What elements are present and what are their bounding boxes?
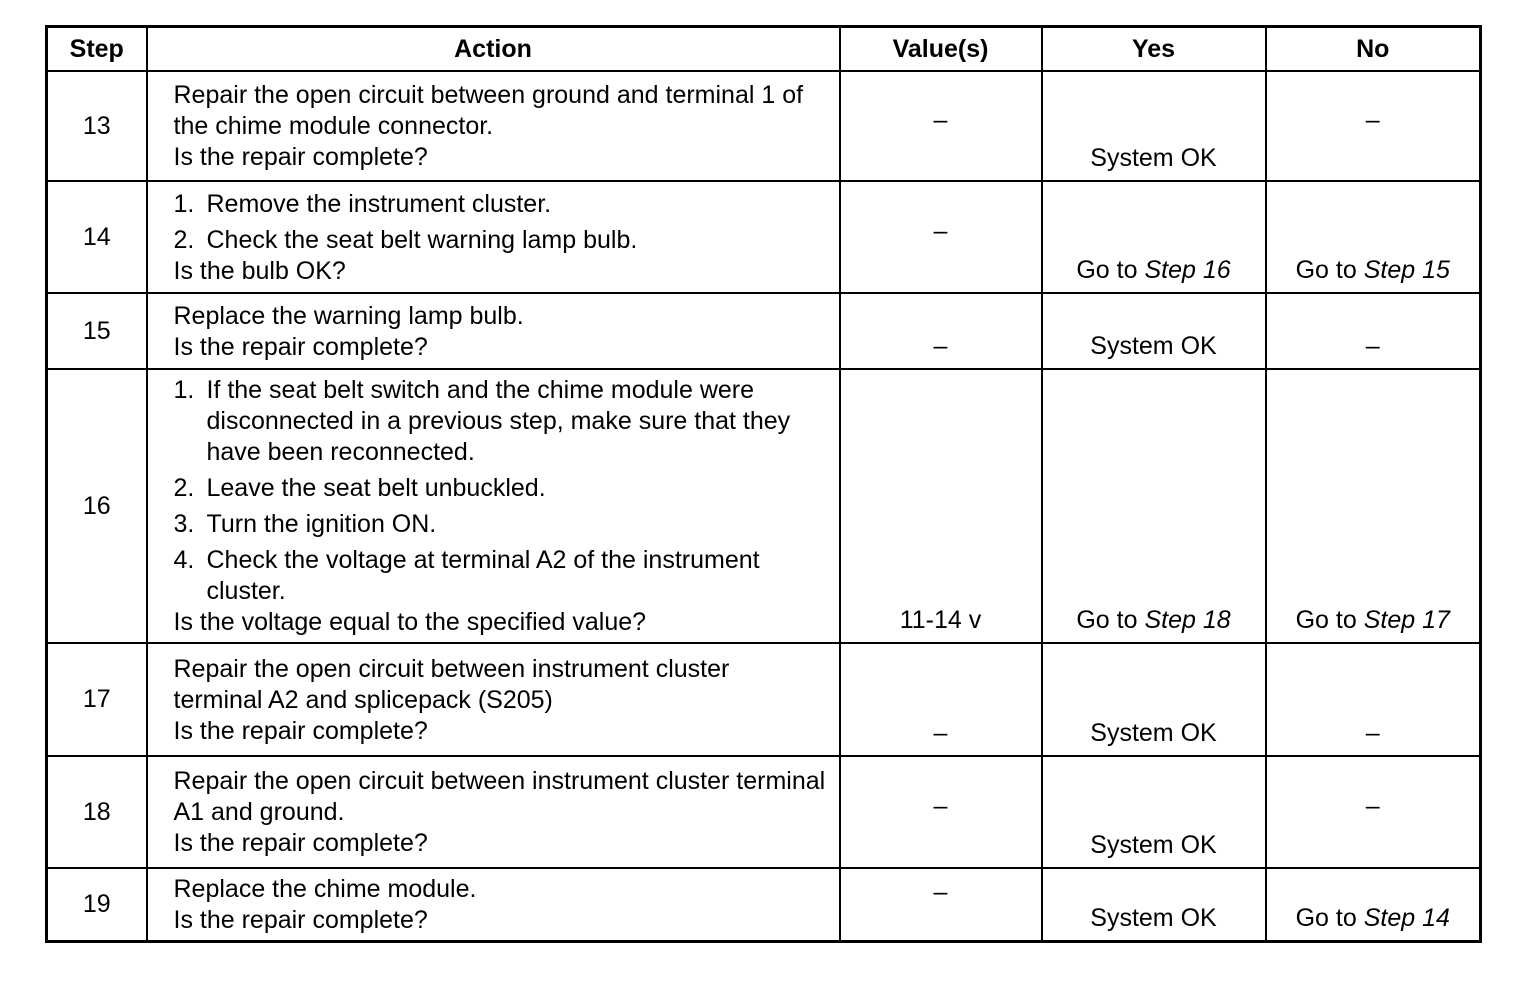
goto-step-link: Step 16 (1144, 256, 1231, 284)
goto-step-link: Step 17 (1363, 606, 1450, 634)
yes-cell (1042, 868, 1266, 942)
table-row (47, 181, 1481, 293)
action-text: Repair the open circuit between instrument cluster terminal A1 and ground. (173, 767, 826, 826)
yes-cell (1042, 293, 1266, 369)
header-yes: Yes (1042, 27, 1266, 72)
header-values: Value(s) (840, 27, 1042, 72)
step-number: 17 (47, 643, 147, 756)
yes-result: System OK (1090, 332, 1217, 360)
yes-result: System OK (1090, 904, 1217, 932)
table-row (47, 643, 1481, 756)
table-row (47, 293, 1481, 369)
no-cell (1266, 71, 1481, 181)
goto-prefix: Go to (1295, 904, 1357, 932)
value-cell: 11-14 v (840, 369, 1042, 643)
action-cell (147, 369, 840, 643)
table-row (47, 71, 1481, 181)
step-number: 14 (47, 181, 147, 293)
no-cell (1266, 293, 1481, 369)
value-cell: – (840, 643, 1042, 756)
goto-step-link: Step 14 (1363, 904, 1450, 932)
item-number: 1. (173, 376, 195, 404)
action-text: terminal A2 and splicepack (S205) (173, 685, 553, 714)
yes-result: System OK (1090, 719, 1217, 747)
action-steps (174, 189, 829, 256)
item-text: If the seat belt switch and the chime module were disconnected in a previous step, make sure that they have been reconnected. (206, 376, 791, 466)
goto-step-link: Step 18 (1144, 606, 1231, 634)
item-number: 3. (173, 510, 195, 538)
header-action: Action (147, 27, 840, 72)
action-cell (147, 868, 840, 942)
list-item (174, 473, 829, 504)
value-cell: – (840, 293, 1042, 369)
diagnostic-table (45, 25, 1482, 943)
goto-step-link: Step 15 (1363, 256, 1450, 284)
action-text: Repair the open circuit between ground and terminal 1 of the chime module connector. (173, 81, 804, 140)
no-result: – (1365, 791, 1380, 820)
item-number: 1. (173, 189, 195, 218)
yes-cell (1042, 756, 1266, 868)
step-number: 19 (47, 868, 147, 942)
action-steps (174, 375, 829, 607)
action-question: Is the repair complete? (173, 332, 428, 361)
yes-cell (1042, 643, 1266, 756)
action-text: Replace the warning lamp bulb. (173, 301, 524, 330)
yes-cell (1042, 181, 1266, 293)
action-question: Is the repair complete? (173, 829, 428, 857)
item-text: Remove the instrument cluster. (206, 189, 552, 218)
action-cell (147, 756, 840, 868)
yes-cell (1042, 71, 1266, 181)
no-cell (1266, 643, 1481, 756)
action-question: Is the bulb OK? (173, 256, 346, 285)
action-question: Is the voltage equal to the specified value? (173, 608, 647, 636)
goto-prefix: Go to (1295, 606, 1357, 634)
item-number: 2. (173, 474, 195, 502)
header-step: Step (47, 27, 147, 72)
step-number: 15 (47, 293, 147, 369)
table-row (47, 369, 1481, 643)
action-text: Replace the chime module. (173, 875, 477, 903)
header-no: No (1266, 27, 1481, 72)
no-result: – (1365, 332, 1380, 360)
table-row (47, 868, 1481, 942)
step-number: 13 (47, 71, 147, 181)
yes-result: System OK (1090, 831, 1217, 859)
action-question: Is the repair complete? (173, 716, 428, 745)
action-text: Repair the open circuit between instrument cluster (173, 654, 730, 683)
action-question: Is the repair complete? (173, 906, 428, 934)
item-number: 2. (173, 225, 195, 254)
item-text: Leave the seat belt unbuckled. (206, 474, 546, 502)
step-number: 16 (47, 369, 147, 643)
item-text: Check the seat belt warning lamp bulb. (206, 225, 638, 254)
list-item (174, 225, 829, 256)
no-cell (1266, 369, 1481, 643)
item-number: 4. (173, 546, 195, 574)
list-item (174, 545, 829, 607)
goto-prefix: Go to (1295, 256, 1357, 284)
no-cell (1266, 756, 1481, 868)
value-cell: – (840, 181, 1042, 293)
list-item (174, 189, 829, 220)
value-cell: – (840, 868, 1042, 942)
step-number: 18 (47, 756, 147, 868)
yes-result: System OK (1090, 144, 1217, 172)
action-cell (147, 71, 840, 181)
action-cell (147, 293, 840, 369)
value-cell: – (840, 756, 1042, 868)
goto-prefix: Go to (1076, 606, 1138, 634)
item-text: Turn the ignition ON. (206, 510, 437, 538)
no-result: – (1365, 105, 1380, 134)
action-cell (147, 643, 840, 756)
goto-prefix: Go to (1076, 256, 1138, 284)
action-cell (147, 181, 840, 293)
item-text: Check the voltage at terminal A2 of the instrument cluster. (206, 546, 760, 605)
list-item (174, 375, 829, 468)
no-cell (1266, 868, 1481, 942)
yes-cell (1042, 369, 1266, 643)
action-question: Is the repair complete? (173, 143, 428, 171)
table-row (47, 756, 1481, 868)
value-cell: – (840, 71, 1042, 181)
list-item (174, 509, 829, 540)
header-row (47, 27, 1481, 72)
no-cell (1266, 181, 1481, 293)
no-result: – (1365, 719, 1380, 747)
